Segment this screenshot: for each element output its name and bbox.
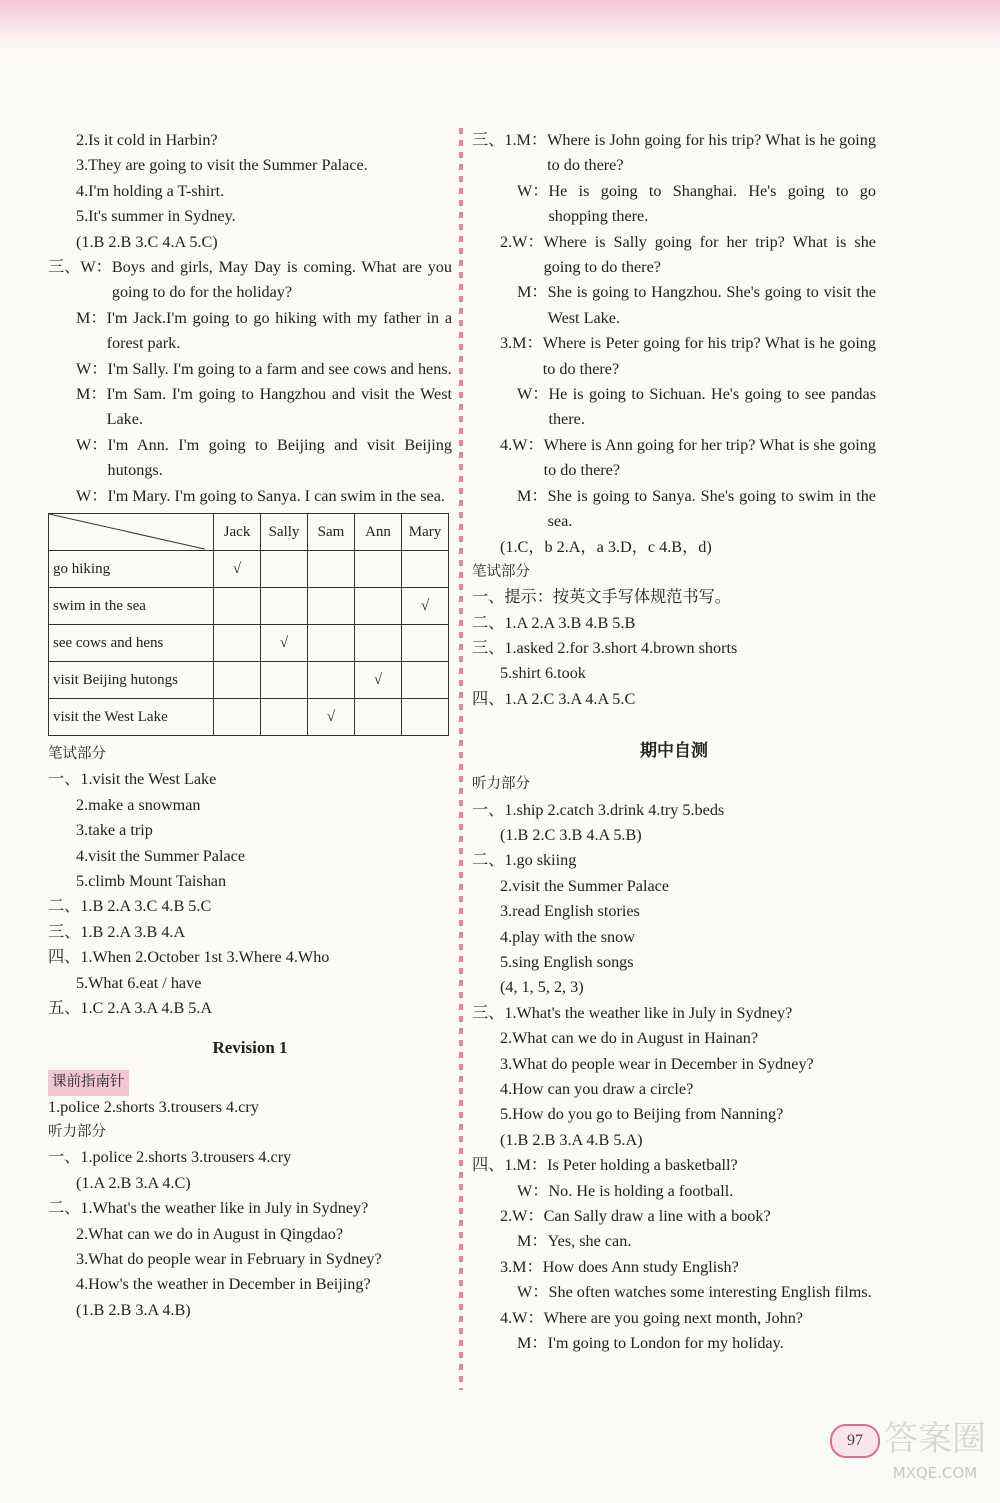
check-cell: √ xyxy=(355,662,402,699)
item-number: 1. xyxy=(504,131,517,149)
dialog-text: No. He is holding a football. xyxy=(548,1181,734,1200)
answer-line: 五、1.C 2.A 3.A 4.B 5.A xyxy=(48,998,213,1017)
check-cell xyxy=(402,625,449,662)
answer-item: 1.visit the West Lake xyxy=(80,770,217,789)
answer-line: 5.climb Mount Taishan xyxy=(76,871,227,890)
speaker: W： xyxy=(512,1308,544,1327)
row-label: visit the West Lake xyxy=(49,699,214,736)
left-column xyxy=(48,128,452,1323)
speaker: W： xyxy=(517,1283,549,1302)
speaker: W： xyxy=(517,385,549,404)
section-title: 听力部分 xyxy=(472,776,530,793)
dialog-text: He is going to Shanghai. He's going to go shopping there. xyxy=(548,181,876,226)
answer-line: 2.Is it cold in Harbin? xyxy=(76,131,218,149)
dialog-text: Is Peter holding a basketball? xyxy=(547,1156,738,1175)
dialog-text: He is going to Sichuan. He's going to see pandas there. xyxy=(548,385,876,429)
dialog-text: I'm Mary. I'm going to Sanya. I can swim in the sea. xyxy=(107,486,445,505)
watermark-logo xyxy=(880,1414,990,1494)
check-cell xyxy=(308,625,355,662)
answer-line: 一、1.police 2.shorts 3.trousers 4.cry xyxy=(48,1148,292,1167)
section-title: 笔试部分 xyxy=(48,746,106,763)
check-cell xyxy=(355,699,402,736)
dialog-text: Where is Sally going for her trip? What is she going to do there? xyxy=(543,232,876,277)
answer-line: 一、提示：按英文手写体规范书写。 xyxy=(472,588,731,607)
speaker: W： xyxy=(76,359,108,378)
dialog-text: I'm Ann. I'm going to Beijing and visit Beijing hutongs. xyxy=(107,435,452,480)
dialog-text: I'm Sally. I'm going to a farm and see cows and hens. xyxy=(107,359,452,378)
item-number: 3. xyxy=(500,334,513,353)
column-header: Ann xyxy=(355,514,402,551)
answer-line: 4.I'm holding a T-shirt. xyxy=(76,181,225,200)
check-cell: √ xyxy=(402,588,449,625)
table-row xyxy=(49,662,449,699)
check-cell xyxy=(402,699,449,736)
answer-key: (1.B 2.B 3.A 4.B 5.A) xyxy=(500,1130,643,1149)
corner-cell xyxy=(49,514,214,551)
answer-line: 4.How's the weather in December in Beijing? xyxy=(76,1275,371,1294)
answer-line: 4.play with the snow xyxy=(500,927,635,946)
check-cell xyxy=(261,699,308,736)
check-cell xyxy=(308,588,355,625)
answer-line: 3.What do people wear in February in Sydney? xyxy=(76,1250,382,1269)
row-label: see cows and hens xyxy=(49,625,214,662)
dialog-text: How does Ann study English? xyxy=(542,1257,739,1276)
column-header: Jack xyxy=(214,514,261,551)
check-cell xyxy=(261,588,308,625)
watermark-text: 答案圈 xyxy=(884,1419,986,1459)
answer-line: 3.What do people wear in December in Sydney? xyxy=(500,1054,814,1073)
answer-line: 二、1.go skiing xyxy=(472,851,577,870)
speaker: W： xyxy=(512,435,544,454)
speaker: M： xyxy=(512,334,543,353)
column-header: Sally xyxy=(261,514,308,551)
speaker: M： xyxy=(516,1156,548,1175)
item-number: 2. xyxy=(500,232,513,251)
speaker: M： xyxy=(517,283,548,302)
speaker: W： xyxy=(76,486,108,505)
speaker: M： xyxy=(76,308,107,327)
answer-line: 5.shirt 6.took xyxy=(500,664,586,683)
check-cell xyxy=(214,699,261,736)
check-cell xyxy=(402,662,449,699)
top-decor-band xyxy=(0,0,1000,52)
table-row xyxy=(49,551,449,588)
row-label: swim in the sea xyxy=(49,588,214,625)
answer-key: (4, 1, 5, 2, 3) xyxy=(500,978,584,997)
answer-line: 4.visit the Summer Palace xyxy=(76,846,246,865)
section-heading: 期中自测 xyxy=(640,741,708,761)
dialog-text: Where is John going for his trip? What is he going to do there? xyxy=(547,131,876,175)
section-heading: Revision 1 xyxy=(212,1038,288,1058)
section-title: 笔试部分 xyxy=(472,563,530,580)
answer-line: 5.sing English songs xyxy=(500,952,634,971)
dialog-text: She is going to Hangzhou. She's going to visit the West Lake. xyxy=(547,283,876,327)
item-number: 4. xyxy=(500,1308,513,1327)
section-number: 三、 xyxy=(472,131,505,149)
item-number: 2. xyxy=(500,1206,513,1225)
answer-line: 3.read English stories xyxy=(500,902,640,921)
row-label: go hiking xyxy=(49,551,214,588)
check-cell xyxy=(261,662,308,699)
speaker: W： xyxy=(76,435,108,454)
item-number: 3. xyxy=(500,1257,513,1276)
answer-key: (1.B 2.C 3.B 4.A 5.B) xyxy=(500,826,642,845)
answer-line: 3.take a trip xyxy=(76,821,153,840)
column-header: Sam xyxy=(308,514,355,551)
answer-key: (1.C，b 2.A，a 3.D，c 4.B，d) xyxy=(500,537,712,556)
item-number: 1. xyxy=(504,1156,517,1175)
answer-key: (1.B 2.B 3.A 4.B) xyxy=(76,1300,191,1319)
row-label: visit Beijing hutongs xyxy=(49,662,214,699)
check-cell xyxy=(214,625,261,662)
check-cell xyxy=(308,551,355,588)
answer-line xyxy=(48,767,452,792)
dialog-text: Yes, she can. xyxy=(547,1232,632,1251)
speaker: M： xyxy=(76,384,107,403)
answer-line: 一、1.ship 2.catch 3.drink 4.try 5.beds xyxy=(472,800,725,819)
watermark-url: MXQE.COM xyxy=(892,1464,978,1482)
answer-line: 5.It's summer in Sydney. xyxy=(76,207,236,226)
check-cell xyxy=(355,588,402,625)
dialog-block xyxy=(48,255,452,509)
dialog-text: I'm going to London for my holiday. xyxy=(547,1333,784,1352)
answer-line: 5.How do you go to Beijing from Nanning? xyxy=(500,1105,784,1124)
dialog-text: Where are you going next month, John? xyxy=(543,1308,803,1327)
answer-line: 2.make a snowman xyxy=(76,795,201,814)
answer-line: 四、1.A 2.C 3.A 4.A 5.C xyxy=(472,689,636,708)
dialog-text: I'm Sam. I'm going to Hangzhou and visit the West Lake. xyxy=(106,384,452,429)
speaker: W： xyxy=(517,181,549,200)
answer-line: 二、1.What's the weather like in July in Sydney? xyxy=(48,1199,369,1218)
guide-label: 课前指南针 xyxy=(48,1070,129,1095)
speaker: W： xyxy=(80,257,112,276)
check-cell xyxy=(214,588,261,625)
section-number: 三、 xyxy=(48,257,81,276)
check-cell xyxy=(355,625,402,662)
answer-line: 二、1.B 2.A 3.C 4.B 5.C xyxy=(48,897,212,916)
dialog-text: She often watches some interesting English films. xyxy=(548,1283,872,1302)
section-number: 四、 xyxy=(472,1156,505,1175)
speaker: M： xyxy=(512,1257,543,1276)
table-row xyxy=(49,588,449,625)
column-header: Mary xyxy=(402,514,449,551)
right-column xyxy=(472,128,876,1356)
answer-key: (1.B 2.B 3.C 4.A 5.C) xyxy=(76,232,218,251)
speaker: M： xyxy=(517,1333,548,1352)
dialog-text: I'm Jack.I'm going to go hiking with my father in a forest park. xyxy=(106,308,452,353)
table-row xyxy=(49,625,449,662)
check-cell: √ xyxy=(308,699,355,736)
dialog-block xyxy=(472,1153,876,1356)
dialog-block xyxy=(472,128,876,535)
dialog-text: Where is Ann going for her trip? What is she going to do there? xyxy=(543,435,876,480)
answer-line: 三、1.What's the weather like in July in Sydney? xyxy=(472,1003,793,1022)
check-cell xyxy=(308,662,355,699)
item-number: 4. xyxy=(500,435,513,454)
answer-line: 二、1.A 2.A 3.B 4.B 5.B xyxy=(472,613,636,632)
speaker: M： xyxy=(517,1232,548,1251)
answer-line: 2.visit the Summer Palace xyxy=(500,876,670,895)
dialog-text: She is going to Sanya. She's going to swim in the sea. xyxy=(547,486,876,531)
answer-line: 5.What 6.eat / have xyxy=(76,973,202,992)
answer-line: 2.What can we do in August in Hainan? xyxy=(500,1029,759,1048)
answer-line: 三、1.asked 2.for 3.short 4.brown shorts xyxy=(472,639,738,658)
check-cell: √ xyxy=(214,551,261,588)
page-number: 97 xyxy=(830,1424,880,1458)
table-row xyxy=(49,699,449,736)
section-number: 一、 xyxy=(48,770,81,789)
speaker: W： xyxy=(517,1181,549,1200)
speaker: M： xyxy=(516,131,548,149)
section-title: 听力部分 xyxy=(48,1124,106,1141)
speaker: W： xyxy=(512,1206,544,1225)
check-cell xyxy=(214,662,261,699)
answer-line: 2.What can we do in August in Qingdao? xyxy=(76,1224,344,1243)
dialog-text: Boys and girls, May Day is coming. What are you going to do for the holiday? xyxy=(111,257,452,302)
answer-line: 1.police 2.shorts 3.trousers 4.cry xyxy=(48,1097,259,1116)
check-cell xyxy=(402,551,449,588)
answer-line: 四、1.When 2.October 1st 3.Where 4.Who xyxy=(48,948,330,967)
answer-key: (1.A 2.B 3.A 4.C) xyxy=(76,1173,191,1192)
answer-line: 3.They are going to visit the Summer Palace. xyxy=(76,156,368,175)
check-cell: √ xyxy=(261,625,308,662)
table-header-row xyxy=(49,514,449,551)
check-cell xyxy=(355,551,402,588)
check-cell xyxy=(261,551,308,588)
speaker: M： xyxy=(517,486,548,505)
column-divider xyxy=(459,128,463,1390)
speaker: W： xyxy=(512,232,544,251)
dialog-text: Where is Peter going for his trip? What is he going to do there? xyxy=(542,334,876,378)
answer-line: 三、1.B 2.A 3.B 4.A xyxy=(48,922,186,941)
answer-line: 4.How can you draw a circle? xyxy=(500,1079,694,1098)
dialog-text: Can Sally draw a line with a book? xyxy=(543,1206,771,1225)
activity-table xyxy=(48,513,449,736)
diagonal-line xyxy=(49,514,205,550)
